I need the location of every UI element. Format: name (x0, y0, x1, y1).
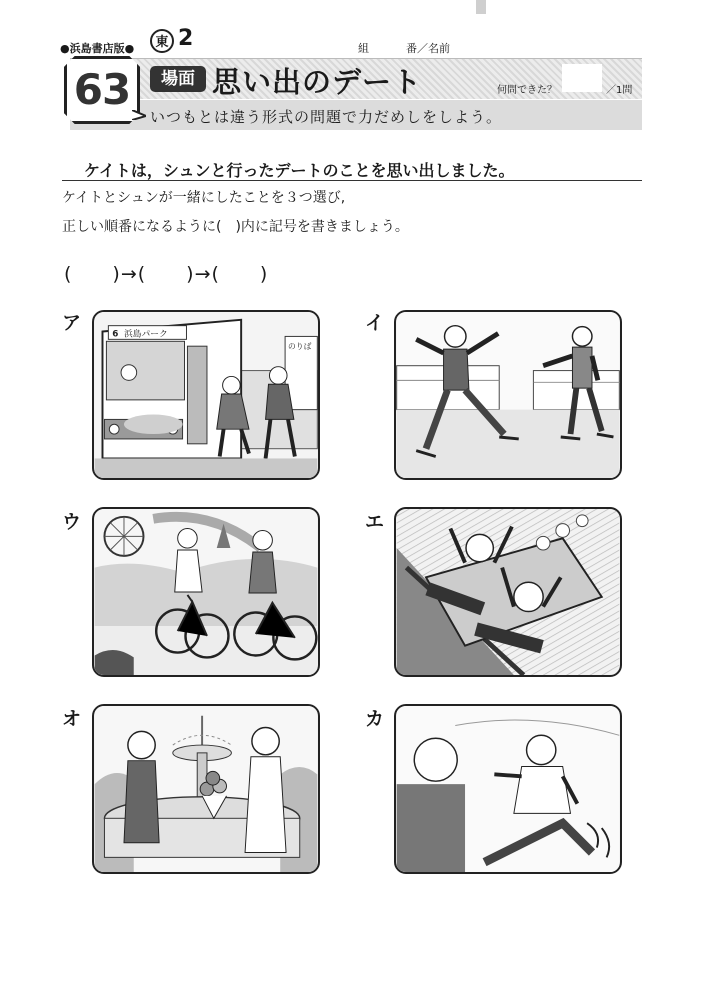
cycling-scene-illustration (94, 509, 318, 675)
category-badge: 場面 (150, 66, 206, 92)
class-label: 組 (358, 42, 369, 55)
panel-o-fountain[interactable] (92, 704, 320, 874)
publisher-label: ●浜島書店版● (60, 42, 135, 55)
question-intro: ケイトは，シュンと行ったデートのことを思い出しました。 (84, 161, 515, 180)
lesson-number: 63 (73, 65, 131, 114)
number-name-label: 番／名前 (406, 42, 450, 55)
stop-sign-text: のりば (288, 342, 312, 352)
instruction-line-2: 正しい順番になるように( )内に記号を書きましょう。 (62, 219, 409, 235)
bus-sign-number: 6 (112, 329, 119, 340)
page-title: 思い出のデート (212, 65, 423, 99)
panel-a-bus[interactable] (92, 310, 320, 480)
grade-label: 2 (178, 26, 194, 51)
panel-ka-fall[interactable] (394, 704, 622, 874)
score-input-box[interactable] (562, 64, 602, 92)
lesson-subtitle: いつもとは違う形式の問題で力だめしをしよう。 (150, 108, 503, 126)
fall-scene-illustration (396, 706, 620, 872)
subject-badge: 東 (150, 29, 174, 53)
panel-label-u: ウ (62, 511, 82, 533)
answer-blanks[interactable]: ( )→( )→( ) (64, 263, 269, 285)
fountain-scene-illustration (94, 706, 318, 872)
score-total: ／1問 (606, 85, 633, 96)
panel-label-a: ア (62, 312, 82, 334)
panel-label-ka: カ (365, 708, 385, 730)
instruction-line-1: ケイトとシュンが一緒にしたことを３つ選び, (62, 190, 346, 206)
panel-e-roller-coaster[interactable] (394, 507, 622, 677)
panel-u-cycling[interactable] (92, 507, 320, 677)
roller-coaster-scene-illustration (396, 509, 620, 675)
panel-label-e: エ (365, 511, 385, 533)
pointer-icon (132, 110, 146, 120)
panel-label-i: イ (365, 312, 385, 334)
divider (62, 180, 642, 181)
bus-scene-illustration (94, 312, 318, 478)
skating-scene-illustration (396, 312, 620, 478)
score-label: 何問できた？ (497, 85, 557, 96)
panel-i-skating[interactable] (394, 310, 622, 480)
panel-label-o: オ (62, 708, 82, 730)
bus-sign-text: 浜島パーク (123, 329, 168, 340)
top-margin-mark (476, 0, 486, 14)
